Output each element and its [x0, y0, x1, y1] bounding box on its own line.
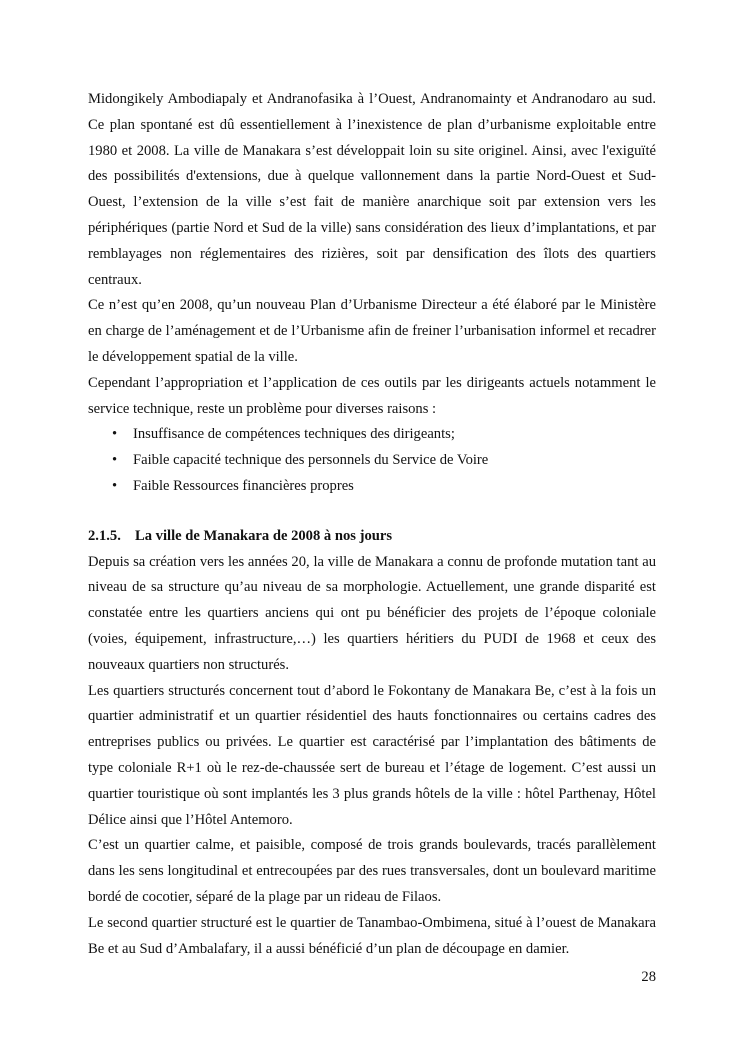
paragraph-urban-plan: Midongikely Ambodiapaly et Andranofasika à l’Ouest, Andranomainty et Andranodaro au sud. Ce plan spontané est dû essentiellement à l’inexistence de plan d’urbanisme exploitable entre 1980 et 2008. La ville de Manakara s’est développait loin su site originel. Ainsi, avec l'exiguïté des possibilités d'extensions, due à quelque vallonnement dans la partie Nord-Ouest et Sud-Ouest, l’extension de la ville s’est fait de manière anarchique soit par extension vers les périphériques (partie Nord et Sud de la ville) sans considération des lieux d’implantations, et par remblayages non réglementaires des rizières, soit par densification des îlots des quartiers centraux. [88, 91, 656, 288]
paragraph-history: Depuis sa création vers les années 20, la ville de Manakara a connu de profonde mutation tant au niveau de sa structure qu’au niveau de sa morphologie. Actuellement, une grande disparité est constatée entre les quartiers anciens qui ont pu bénéficier des projets de l’époque coloniale (voies, équipement, infrastructure,…) les quartiers héritiers du PUDI de 1968 et ceux des nouveaux quartiers non structurés. [88, 553, 656, 673]
section-heading [88, 524, 656, 550]
document-page [88, 87, 656, 962]
list-item-text: Faible Ressources financières propres [133, 477, 354, 494]
bullet-icon: • [112, 426, 118, 443]
paragraph-boulevards: C’est un quartier calme, et paisible, composé de trois grands boulevards, tracés parallèlement dans les sens longitudinal et entrecoupées par des rues transversales, dont un boulevard maritime bordé de cocotier, séparé de la plage par un rideau de Filaos. [88, 837, 656, 905]
paragraph-appropriation: Cependant l’appropriation et l’application de ces outils par les dirigeants actuels notamment le service technique, reste un problème pour diverses raisons : [88, 374, 656, 417]
reasons-list [88, 422, 656, 499]
bullet-icon: • [112, 452, 118, 469]
section-title: La ville de Manakara de 2008 à nos jours [135, 527, 393, 544]
bullet-icon: • [112, 477, 118, 494]
list-item [88, 448, 656, 474]
page-number: 28 [641, 969, 656, 985]
paragraph-tanambao: Le second quartier structuré est le quartier de Tanambao-Ombimena, situé à l’ouest de Manakara Be et au Sud d’Ambalafary, il a aussi bénéficié d’un plan de découpage en damier. [88, 914, 656, 957]
list-item [88, 474, 656, 500]
section-spacer [88, 500, 656, 524]
list-item [88, 422, 656, 448]
paragraph-pud-2008: Ce n’est qu’en 2008, qu’un nouveau Plan d’Urbanisme Directeur a été élaboré par le Ministère en charge de l’aménagement et de l’Urbanisme afin de freiner l’urbanisation informel et recadrer le développement spatial de la ville. [88, 297, 656, 365]
list-item-text: Insuffisance de compétences techniques des dirigeants; [133, 426, 455, 443]
paragraph-manakara-be: Les quartiers structurés concernent tout d’abord le Fokontany de Manakara Be, c’est à la fois un quartier administratif et un quartier résidentiel des hauts fonctionnaires ou certains cadres des entreprises publics ou privées. Le quartier est caractérisé par l’implantation des bâtiments de type coloniale R+1 où le rez-de-chaussée sert de bureau et l’étage de logement. C’est aussi un quartier touristique où sont implantés les 3 plus grands hôtels de la ville : hôtel Parthenay, Hôtel Délice ainsi que l’Hôtel Antemoro. [88, 682, 656, 828]
list-item-text: Faible capacité technique des personnels du Service de Voire [133, 452, 489, 469]
section-number: 2.1.5. [88, 527, 121, 544]
